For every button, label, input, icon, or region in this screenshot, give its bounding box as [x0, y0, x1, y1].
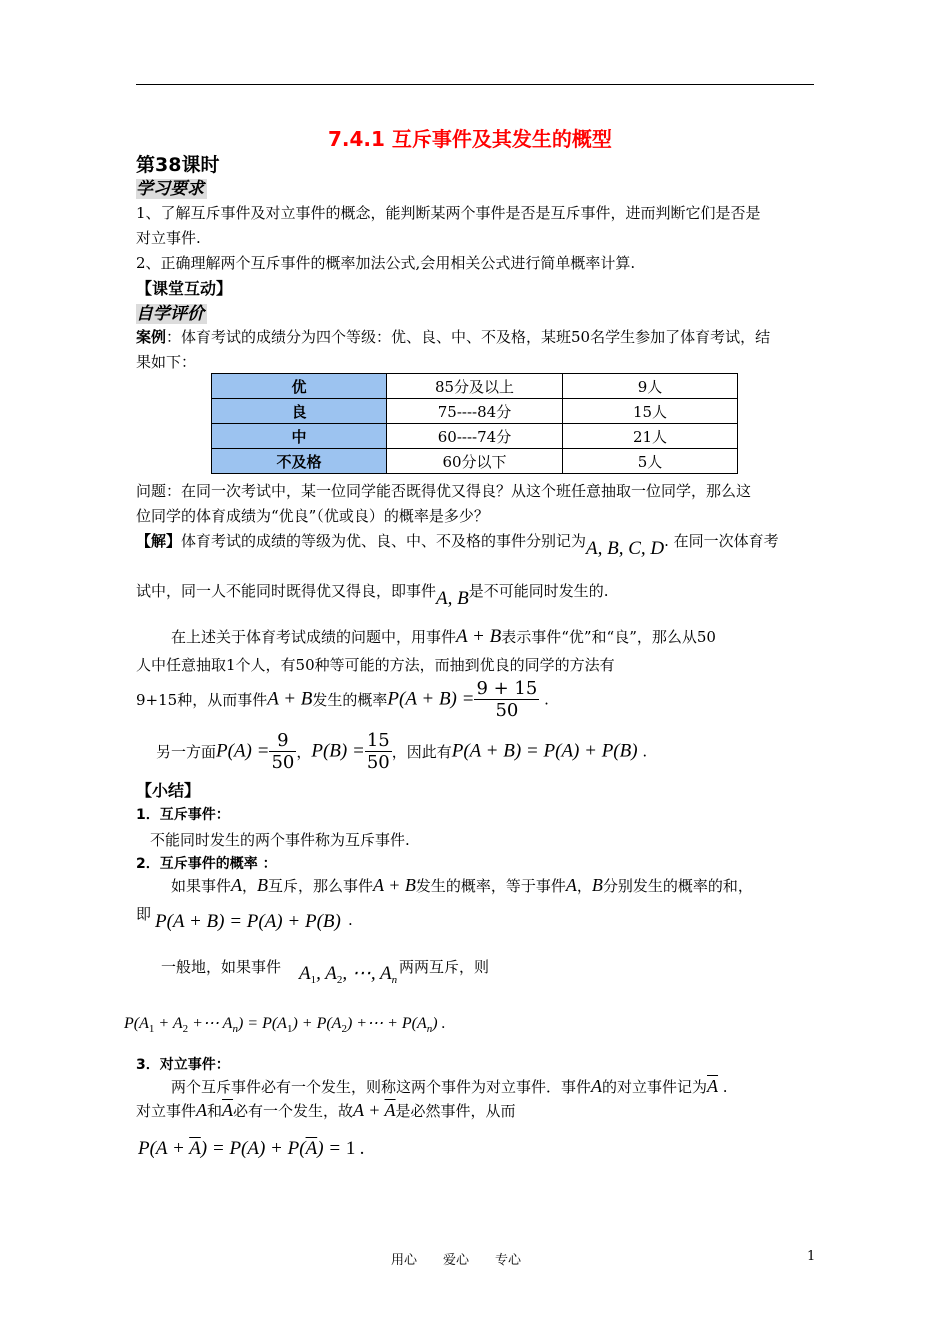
requirements-heading-wrap	[136, 174, 207, 199]
para-text: 如果事件	[171, 877, 232, 895]
summary-heading: 【小结】	[136, 781, 201, 800]
para-text: 和	[207, 1102, 223, 1120]
classroom-heading: 【课堂互动】	[136, 279, 233, 298]
count-cell: 15人	[563, 399, 738, 424]
grades-table	[211, 373, 738, 474]
footer-motto: 用心 爱心 专心	[391, 1253, 522, 1268]
case-line1	[136, 326, 770, 347]
solution-text-end: . 在同一次体育考	[664, 532, 779, 550]
table-row	[212, 449, 738, 474]
count-cell: 5人	[563, 449, 738, 474]
para-text: 发生的概率，等于事件	[415, 877, 566, 895]
solution-label: 【解】	[136, 532, 182, 550]
self-eval-heading: 自学评价	[136, 304, 207, 324]
summary-2-formula: P(A + B) = P(A) + P(B)	[155, 911, 341, 932]
events-ab: A, B	[436, 588, 469, 609]
solution-para2-line1	[171, 626, 716, 648]
para-text: 发生的概率	[312, 691, 388, 709]
prob-b: P(B) =	[311, 740, 365, 762]
events-abcd: A, B, C, D	[586, 538, 665, 559]
denominator: 50	[271, 752, 295, 773]
event-a-plus-b: A + B	[456, 626, 502, 647]
level-cell: 不及格	[212, 449, 387, 474]
para-text: 对立事件	[136, 1102, 197, 1120]
case-line2: 果如下：	[136, 353, 197, 371]
level-cell: 中	[212, 424, 387, 449]
table-row	[212, 424, 738, 449]
level-cell: 良	[212, 399, 387, 424]
numerator: 9	[269, 730, 296, 752]
denominator: 50	[366, 752, 390, 773]
summary-3-line1: 两个互斥事件必有一个发生，则称这两个事件为对立事件．事件A的对立事件记为$\overline{A}$ .	[171, 1076, 728, 1096]
document-title: 7.4.1 互斥事件及其发生的概型	[328, 127, 612, 151]
para-text: 一般地，如果事件	[161, 958, 282, 976]
para-text: 表示事件“优”和“良”，那么从50	[501, 628, 716, 646]
numerator: 15	[366, 730, 390, 751]
solution-text: 体育考试的成绩的等级为优、良、中、不及格的事件分别记为	[181, 532, 587, 550]
complement-formula: $P(A + \overline{A}) = P(A) + P(\overline{A}) = 1$ .	[138, 1138, 365, 1159]
lesson-number: 第38课时	[136, 154, 220, 176]
para-text: ，因此有	[391, 743, 452, 761]
question-line1: 问题：在同一次考试中，某一位同学能否既得优又得良？从这个班任意抽取一位同学，那么这	[136, 482, 752, 500]
summary-2-general	[161, 956, 281, 977]
addition-formula: P(A + B) = P(A) + P(B)	[451, 740, 638, 762]
summary-1-title: 1．互斥事件：	[136, 807, 230, 823]
solution-text: 试中，同一人不能同时既得优又得良，即事件	[136, 582, 437, 600]
question-line2: 位同学的体育成绩为“优良”（优或良）的概率是多少？	[136, 507, 489, 525]
para-text: 互斥，那么事件	[268, 877, 374, 895]
denominator: 50	[495, 700, 519, 721]
para-text: 另一方面	[156, 743, 217, 761]
fraction	[269, 730, 296, 773]
probability-lhs: P(A + B) =	[387, 688, 475, 710]
para-text: 是必然事件，从而	[395, 1102, 516, 1120]
summary-2-line1: 如果事件A，B互斥，那么事件A + B发生的概率，等于事件A，B分别发生的概率的和，	[171, 875, 753, 895]
fraction	[365, 730, 392, 773]
solution-line1	[136, 530, 779, 559]
count-cell: 21人	[563, 424, 738, 449]
para-text: 即	[136, 905, 152, 923]
summary-2-title: 2．互斥事件的概率 ：	[136, 856, 277, 872]
solution-para4: 另一方面P(A) = $\frac{9}{50}$ ，P(B) = $\frac{15}{50}$ ，因此有P(A + B) = P(A) + P(B) .	[156, 730, 648, 773]
events-a1-an: $A_1$, $A_2$, ⋯, $A_n$	[299, 963, 398, 986]
range-cell: 60----74分	[387, 424, 563, 449]
general-addition-formula: $P(A_1 + A_2$ +⋯ $A_n) = P(A_1) + P(A_2)$ +⋯ + $P(A_n)$ .	[124, 1015, 446, 1035]
summary-2-line2	[136, 903, 151, 924]
solution-para3: 9+15种，从而事件A + B发生的概率P(A + B) = $\frac{9 + 15}{50}$ .	[136, 678, 549, 721]
range-cell: 60分以下	[387, 449, 563, 474]
requirement-2: 2、正确理解两个互斥事件的概率加法公式,会用相关公式进行简单概率计算.	[136, 254, 636, 272]
solution-para2-line2: 人中任意抽取1个人，有50种等可能的方法，而抽到优良的同学的方法有	[136, 656, 615, 674]
case-text: ：体育考试的成绩分为四个等级：优、良、中、不及格，某班50名学生参加了体育考试，结	[166, 328, 771, 346]
self-eval-heading-wrap	[136, 299, 207, 324]
summary-3-line2: 对立事件A和$\overline{A}$必有一个发生，故$A + \overline{A}$是必然事件，从而	[136, 1100, 516, 1120]
requirements-heading: 学习要求	[136, 179, 207, 199]
range-cell: 75----84分	[387, 399, 563, 424]
solution-line2	[136, 580, 609, 609]
page-number: 1	[807, 1249, 816, 1264]
solution-text-end: 是不可能同时发生的.	[468, 582, 609, 600]
para-text: 必有一个发生，故	[233, 1102, 354, 1120]
para-text: 分别发生的概率的和，	[602, 877, 753, 895]
table-row	[212, 374, 738, 399]
para-text: 的对立事件记为	[602, 1078, 708, 1096]
para-text: 在上述关于体育考试成绩的问题中，用事件	[171, 628, 457, 646]
fraction	[474, 678, 539, 721]
count-cell: 9人	[563, 374, 738, 399]
numerator: 9 + 15	[476, 678, 538, 699]
para-text: 9+15种，从而事件	[136, 691, 268, 709]
requirement-1-line2: 对立事件.	[136, 229, 201, 247]
summary-2-general-end: 两两互斥，则	[399, 958, 490, 976]
prob-a: P(A) =	[216, 740, 270, 762]
para-text: 两个互斥事件必有一个发生，则称这两个事件为对立事件．事件	[171, 1078, 592, 1096]
requirement-1-line1: 1、了解互斥事件及对立事件的概念，能判断某两个事件是否是互斥事件，进而判断它们是否是	[136, 204, 761, 222]
range-cell: 85分及以上	[387, 374, 563, 399]
header-rule	[136, 84, 814, 85]
case-label: 案例	[136, 328, 167, 346]
summary-3-title: 3．对立事件：	[136, 1057, 230, 1073]
summary-1-text: 不能同时发生的两个事件称为互斥事件.	[150, 831, 410, 849]
table-row	[212, 399, 738, 424]
level-cell: 优	[212, 374, 387, 399]
event-a-plus-b: A + B	[267, 688, 313, 710]
